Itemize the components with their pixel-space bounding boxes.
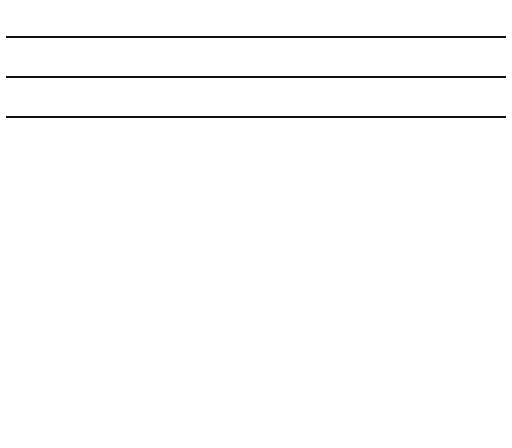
headline-rule-3 [6, 116, 506, 118]
headline-rule-1 [6, 36, 506, 38]
headline-2 [6, 44, 506, 70]
article-body [6, 124, 506, 434]
headline-rule-2 [6, 76, 506, 78]
headline-3 [6, 84, 506, 110]
headline-1 [6, 4, 506, 30]
